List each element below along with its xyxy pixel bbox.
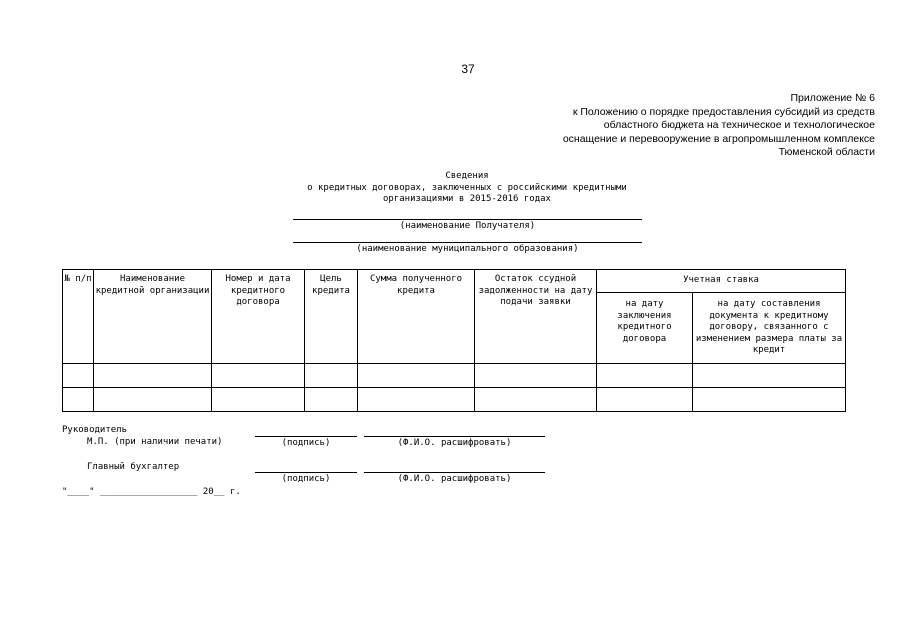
header-contract: Номер и дата кредитного договора [212,270,305,364]
table-cell[interactable] [693,364,846,388]
recipient-line [293,219,642,220]
appendix-line-5: Тюменской области [778,146,875,159]
title-line-3: организациями в 2015-2016 годах [383,194,551,204]
table-row [63,388,846,412]
table-cell[interactable] [94,364,212,388]
table-cell[interactable] [358,388,475,412]
header-credit-org: Наименование кредитной организации [94,270,212,364]
header-balance: Остаток ссудной задолженности на дату подачи заявки [475,270,597,364]
header-rate-at-conclusion: на дату заключения кредитного договора [597,293,693,364]
head-signature-line[interactable] [255,436,357,437]
appendix-header [455,92,875,160]
accountant-label: Главный бухгалтер [87,462,180,472]
header-number: № п/п [63,270,94,364]
table-cell[interactable] [305,364,358,388]
table-cell[interactable] [693,388,846,412]
header-purpose: Цель кредита [305,270,358,364]
municipality-caption: (наименование муниципального образования) [356,244,579,254]
head-signature-caption: (подпись) [281,438,331,448]
table-cell[interactable] [475,364,597,388]
title-line-1: Сведения [445,171,489,181]
table-cell[interactable] [597,388,693,412]
table-cell[interactable] [63,388,94,412]
appendix-line-4: оснащение и перевооружение в агропромышленном комплексе [562,132,875,145]
header-amount: Сумма полученного кредита [358,270,475,364]
table-cell[interactable] [305,388,358,412]
accountant-signature-line[interactable] [255,472,357,473]
head-label: Руководитель [62,425,128,435]
table-cell[interactable] [358,364,475,388]
appendix-line-1: Приложение № 6 [790,92,875,104]
table-cell[interactable] [63,364,94,388]
header-discount-rate: Учетная ставка [597,270,846,293]
recipient-caption: (наименование Получателя) [399,221,536,231]
table-row [63,364,846,388]
header-rate-at-amendment: на дату составления документа к кредитному договору, связанного с изменением размера платы за кредит [693,293,846,364]
accountant-signature-caption: (подпись) [281,474,331,484]
municipality-line [293,242,642,243]
table-cell[interactable] [212,388,305,412]
credit-contracts-table [62,269,846,412]
table-cell[interactable] [94,388,212,412]
title-line-2: о кредитных договорах, заключенных с российскими кредитными [307,182,627,193]
head-name-caption: (Ф.И.О. расшифровать) [397,438,512,448]
appendix-line-2: к Положению о порядке предоставления субсидий из средств [572,105,875,118]
head-name-line[interactable] [364,436,545,437]
stamp-label: М.П. (при наличии печати) [87,437,223,447]
table-cell[interactable] [212,364,305,388]
table-cell[interactable] [475,388,597,412]
appendix-line-3: областного бюджета на техническое и технологическое [603,119,875,132]
table-cell[interactable] [597,364,693,388]
document-title [252,171,682,206]
accountant-name-line[interactable] [364,472,545,473]
date-line[interactable]: "____" __________________ 20__ г. [62,487,241,497]
page-number: 37 [461,62,475,76]
accountant-name-caption: (Ф.И.О. расшифровать) [397,474,512,484]
